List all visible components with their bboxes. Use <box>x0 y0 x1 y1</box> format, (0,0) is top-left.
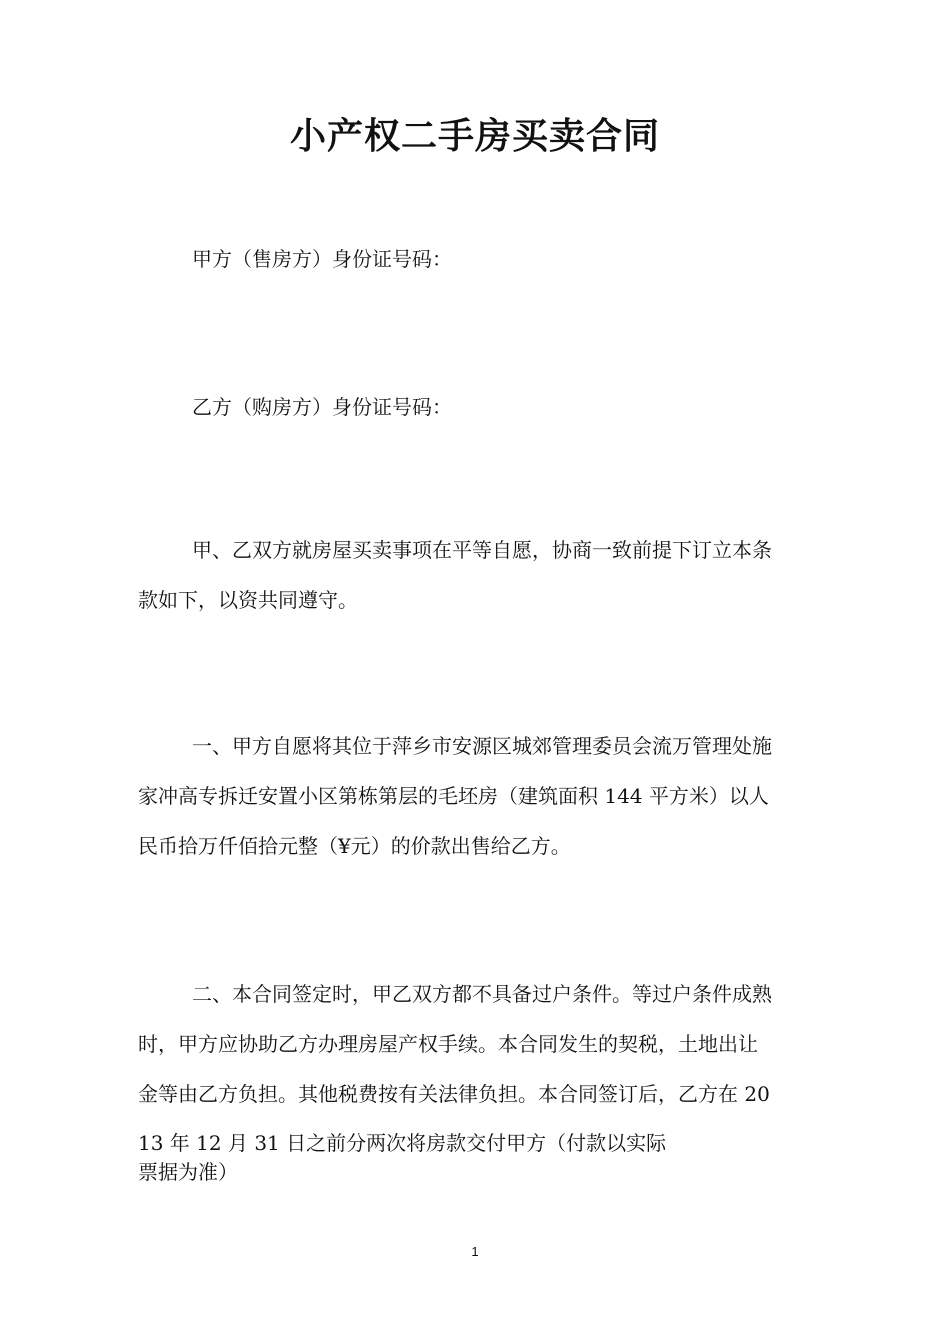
paragraph-line: 13 年 12 月 31 日之前分两次将房款交付甲方（付款以实际 <box>138 1131 667 1155</box>
paragraph-line: 甲、乙双方就房屋买卖事项在平等自愿，协商一致前提下订立本条 <box>192 538 772 562</box>
paragraph-line: 票据为准） <box>138 1160 238 1184</box>
paragraph-line: 款如下，以资共同遵守。 <box>138 588 358 612</box>
paragraph-line: 时，甲方应协助乙方办理房屋产权手续。本合同发生的契税，土地出让 <box>138 1032 758 1056</box>
document-title: 小产权二手房买卖合同 <box>289 116 660 157</box>
party-b-line: 乙方（购房方）身份证号码： <box>192 395 452 419</box>
paragraph-line: 二、本合同签定时，甲乙双方都不具备过户条件。等过户条件成熟 <box>192 982 772 1006</box>
paragraph-line: 民币拾万仟佰拾元整（¥元）的价款出售给乙方。 <box>138 834 571 858</box>
page-number: 1 <box>471 1244 479 1259</box>
paragraph-line: 家冲高专拆迁安置小区第栋第层的毛坯房（建筑面积 144 平方米）以人 <box>138 784 769 808</box>
paragraph-line: 金等由乙方负担。其他税费按有关法律负担。本合同签订后，乙方在 20 <box>138 1082 770 1106</box>
party-a-line: 甲方（售房方）身份证号码： <box>192 247 452 271</box>
paragraph-line: 一、甲方自愿将其位于萍乡市安源区城郊管理委员会流万管理处施 <box>192 734 772 758</box>
